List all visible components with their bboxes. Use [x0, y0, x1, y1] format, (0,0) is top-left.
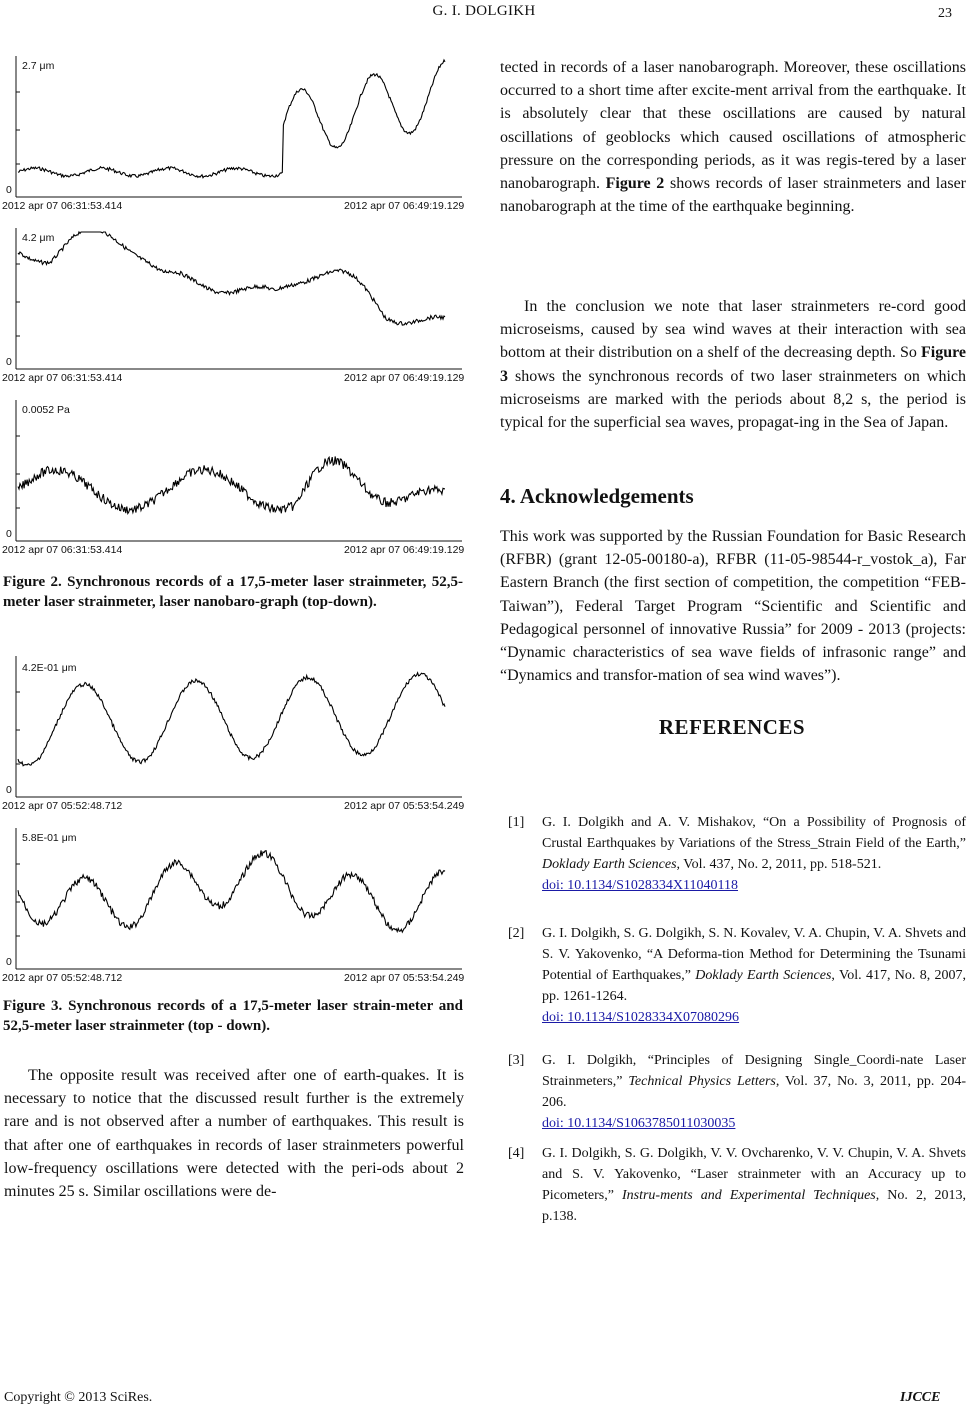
reference-number: [2] — [508, 926, 525, 941]
references-heading: REFERENCES — [658, 715, 806, 739]
reference-number: [4] — [508, 1146, 525, 1161]
fig3-plot-1 — [0, 652, 466, 814]
fig3-scale-2: 5.8E-01 μm — [22, 832, 77, 844]
axis-frame — [16, 56, 462, 197]
fig2-zero-2: 0 — [6, 356, 12, 368]
fig2-plot-3-canvas — [0, 396, 466, 546]
reference-doi-link[interactable]: doi: 10.1134/S1063785011030035 — [542, 1116, 736, 1131]
fig3-trace-1 — [18, 673, 445, 766]
fig2-trace-1 — [18, 60, 445, 178]
fig2-zero-1: 0 — [6, 184, 12, 196]
left-body-paragraph — [4, 1064, 464, 1203]
right-body-paragraph-1 — [500, 56, 966, 218]
fig3-plot-2-canvas — [0, 824, 466, 974]
fig3-tstart-1: 2012 apr 07 05:52:48.712 — [2, 800, 123, 812]
axis-frame — [16, 400, 462, 541]
fig2-plot-1 — [0, 52, 466, 214]
reference-details: , No. 2, 2013, p.138. — [542, 1188, 966, 1224]
fig2-tend-3: 2012 apr 07 06:49:19.129 — [344, 544, 465, 556]
axis-frame — [16, 656, 462, 797]
fig2-scale-3: 0.0052 Pa — [22, 404, 70, 416]
journal-abbrev: IJCCE — [900, 1390, 941, 1405]
reference-journal: Doklady Earth Sciences — [695, 968, 832, 983]
copyright-notice: Copyright © 2013 SciRes. — [4, 1390, 153, 1405]
fig3-tstart-2: 2012 apr 07 05:52:48.712 — [2, 972, 123, 984]
reference-doi-link[interactable]: doi: 10.1134/S1028334X07080296 — [542, 1010, 740, 1025]
fig3-plot-2 — [0, 824, 466, 986]
reference-body: G. I. Dolgikh, S. G. Dolgikh, S. N. Kovalev, V. A. Chupin, V. A. Shvets and S. V. Yakovenko, “A Deforma-tion Method for Determining the Tsunami Potential of Earthquakes,” — [542, 926, 966, 983]
ack-text: This work was supported by the Russian Foundation for Basic Research (RFBR) (grant 12-05-00180-a), RFBR (11-05-98544-r_vostok_a), Far Eastern Branch (the first section of competition, the competition “FEB-Taiwan”), Federal Target Program “Scientific and Scientific and Pedagogical personnel of innovative Russia” for 2009 - 2013 (projects: “Dynamic characteristics of sea wave fields of infrasonic range” and “Dynamics and transfor-mation of sea wind waves”). — [500, 528, 966, 685]
reference-number: [3] — [508, 1053, 525, 1068]
reference-body: G. I. Dolgikh, “Principles of Designing Single_Coordi-nate Laser Strainmeters,” — [542, 1053, 966, 1089]
fig3-zero-2: 0 — [6, 956, 12, 968]
running-title: G. I. DOLGIKH — [432, 3, 536, 19]
reference-journal: Instru-ments and Experimental Techniques — [621, 1188, 876, 1203]
ack-paragraph — [500, 525, 966, 687]
fig2-tend-1: 2012 apr 07 06:49:19.129 — [344, 200, 465, 212]
axis-frame — [16, 828, 462, 969]
reference-details: , Vol. 417, No. 8, 2007, pp. 1261-1264. — [542, 968, 967, 1004]
figure3-caption: Figure 3. Synchronous records of a 17,5-meter laser strain-meter and 52,5-meter laser strainmeter (top - down). — [3, 998, 463, 1034]
fig2-scale-1: 2.7 μm — [22, 60, 55, 72]
reference-journal: Doklady Earth Sciences — [542, 857, 677, 872]
reference-details: , Vol. 437, No. 2, 2011, pp. 518-521. — [676, 857, 882, 872]
fig2-plot-2-canvas — [0, 224, 466, 374]
fig2-trace-3 — [18, 456, 445, 513]
fig2-plot-2 — [0, 224, 466, 386]
para1-figure-ref: Figure 2 — [605, 175, 665, 193]
fig3-tend-1: 2012 apr 07 05:53:54.249 — [344, 800, 465, 812]
fig2-plot-1-canvas — [0, 52, 466, 202]
fig2-tstart-1: 2012 apr 07 06:31:53.414 — [2, 200, 123, 212]
right-body-paragraph-2 — [500, 295, 966, 434]
reference-body: G. I. Dolgikh, S. G. Dolgikh, V. V. Ovcharenko, V. V. Chupin, V. A. Shvets and S. V. Yakovenko, “Laser strainmeter with an Accuracy up to Picometers,” — [542, 1146, 966, 1203]
para1-text-b: shows records of laser strainmeters and laser nanobarograph at the time of the earthquake beginning. — [500, 175, 967, 216]
para1-text-a: tected in records of a laser nanobarograph. Moreover, these oscillations occurred to a short time after excite-ment arrival from the earthquake. It is absolutely clear that these oscillations are caused by natural oscillations of geoblocks which caused oscillations of atmospheric pressure on the corresponding periods, as it was regis-tered by a laser nanobarograph. — [500, 59, 966, 193]
reference-body: G. I. Dolgikh and A. V. Mishakov, “On a Possibility of Prognosis of Crustal Earthquakes by Variations of the Stress_Strain Field of the Earth,” — [542, 815, 966, 851]
axis-frame — [16, 228, 462, 369]
fig3-plot-1-canvas — [0, 652, 466, 802]
fig2-tstart-2: 2012 apr 07 06:31:53.414 — [2, 372, 123, 384]
figure2-caption: Figure 2. Synchronous records of a 17,5-meter laser strainmeter, 52,5-meter laser strainmeter, laser nanobaro-graph (top-down). — [3, 574, 463, 610]
reference-journal: Technical Physics Letters — [628, 1074, 776, 1089]
fig3-scale-1: 4.2E-01 μm — [22, 662, 77, 674]
reference-number: [1] — [508, 815, 525, 830]
para2-figure-ref: Figure 3 — [500, 344, 966, 385]
fig2-tstart-3: 2012 apr 07 06:31:53.414 — [2, 544, 123, 556]
para2-text-b: shows the synchronous records of two laser strainmeters on which microseisms are marked with the periods about 8,2 s, the period is typical for the superficial sea waves, propagat-ing in the Sea of Japan. — [500, 367, 966, 432]
left-body-text: The opposite result was received after one of earth-quakes. It is necessary to notice that the discussed result further is the extremely rare and is not observed after a number of earthquakes. This result is that after one of earthquakes in records of laser strainmeters powerful low-frequency oscillations were detected with the peri-ods about 2 minutes 25 s. Similar oscillations were de- — [4, 1067, 464, 1201]
reference-details: , Vol. 37, No. 3, 2011, pp. 204-206. — [542, 1074, 967, 1110]
fig2-trace-2 — [18, 232, 445, 325]
ack-heading: 4. Acknowledgements — [500, 484, 694, 508]
para2-text-a: In the conclusion we note that laser strainmeters re-cord good microseisms, caused by sea wind waves at their interaction with sea bottom at their distribution on a shelf of the decreasing depth. So — [500, 298, 966, 362]
fig2-tend-2: 2012 apr 07 06:49:19.129 — [344, 372, 465, 384]
fig3-trace-2 — [18, 850, 445, 932]
fig3-zero-1: 0 — [6, 784, 12, 796]
fig2-plot-3 — [0, 396, 466, 558]
page-number: 23 — [938, 6, 952, 21]
fig2-scale-2: 4.2 μm — [22, 232, 55, 244]
reference-doi-link[interactable]: doi: 10.1134/S1028334X11040118 — [542, 878, 739, 893]
fig2-zero-3: 0 — [6, 528, 12, 540]
fig3-tend-2: 2012 apr 07 05:53:54.249 — [344, 972, 465, 984]
